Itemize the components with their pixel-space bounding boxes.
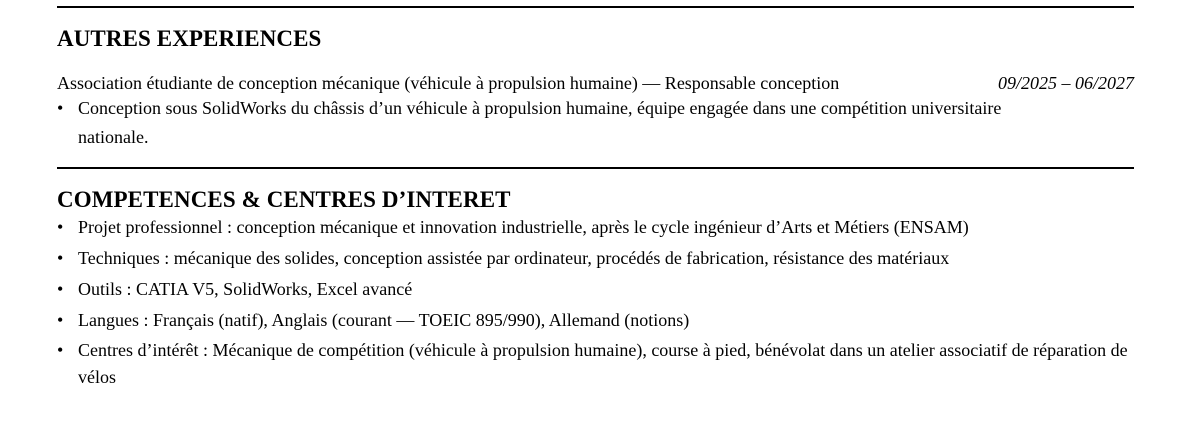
bullet-icon: • [57,310,64,330]
bullet-icon: • [57,98,64,118]
list-item-text: Projet professionnel : conception mécanique et innovation industrielle, après le cycle ingénieur d’Arts et Métiers (ENSAM) [78,217,969,237]
list-item-text: Langues : Français (natif), Anglais (courant — TOEIC 895/990), Allemand (notions) [78,310,690,330]
list-item [57,244,1134,273]
bullet-icon: • [57,340,64,360]
bullet-icon: • [57,217,64,237]
experience-entry-dates: 09/2025 – 06/2027 [997,73,1134,93]
resume-page [57,0,1134,393]
list-item [57,337,1134,391]
section-divider [57,167,1134,169]
list-item [57,306,1134,335]
experience-bullet-list [57,94,1134,152]
list-item-text: Techniques : mécanique des solides, conception assistée par ordinateur, procédés de fabrication, résistance des matériaux [78,248,950,268]
experience-entry-title: Association étudiante de conception mécanique (véhicule à propulsion humaine) — Responsable conception [57,73,840,93]
bullet-icon: • [57,279,64,299]
list-item-text: Conception sous SolidWorks du châssis d’un véhicule à propulsion humaine, équipe engagée dans une compétition universitaire nationale. [78,98,1002,147]
list-item [57,275,1134,304]
bullet-icon: • [57,248,64,268]
experience-entry-header [57,72,1134,94]
list-item [57,94,1134,152]
competences-bullet-list [57,213,1134,391]
experiences-section [57,26,1134,152]
section-divider [57,6,1134,8]
list-item-text: Centres d’intérêt : Mécanique de compétition (véhicule à propulsion humaine), course à pied, bénévolat dans un atelier associatif de réparation de vélos [78,340,1128,387]
competences-section [57,187,1134,391]
list-item [57,213,1134,242]
section-title-experiences: AUTRES EXPERIENCES [57,26,322,51]
list-item-text: Outils : CATIA V5, SolidWorks, Excel avancé [78,279,413,299]
section-title-competences: COMPETENCES & CENTRES D’INTERET [57,187,511,212]
